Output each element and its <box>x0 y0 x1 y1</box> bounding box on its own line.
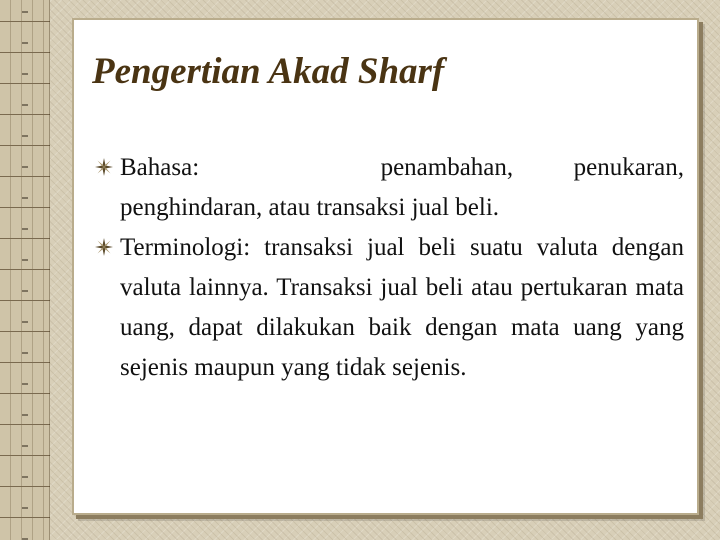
decorative-strip-ticks <box>22 0 28 540</box>
bullet-text: Bahasa: penambahan, penukaran, penghindaran, atau transaksi jual beli. <box>120 154 691 221</box>
slide-panel <box>72 18 699 515</box>
slide-title: Pengertian Akad Sharf <box>92 51 445 92</box>
bullet-list <box>94 148 691 388</box>
bullet-text: Terminologi: transaksi jual beli suatu valuta dengan valuta lainnya. Transaksi jual beli atau pertukaran mata uang, dapat dilakukan baik dengan mata uang yang sejenis maupun yang tidak sejenis. <box>120 234 684 381</box>
decorative-left-strip <box>0 0 50 540</box>
pinwheel-bullet-icon <box>94 157 114 177</box>
pinwheel-bullet-icon <box>94 237 114 257</box>
bullet-item-bahasa <box>94 148 691 228</box>
bullet-item-terminologi <box>94 228 684 388</box>
